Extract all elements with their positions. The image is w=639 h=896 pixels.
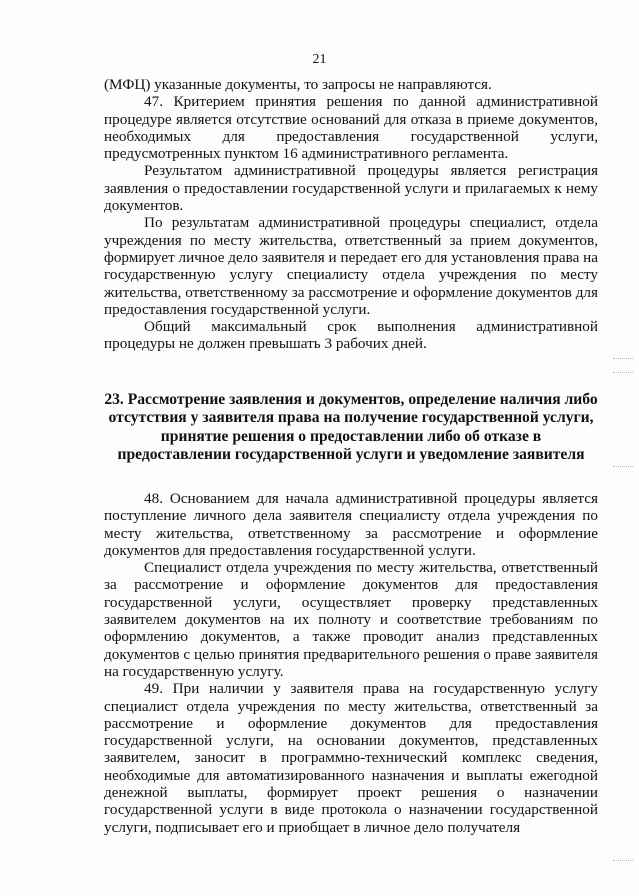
page-number: 21 <box>312 52 327 67</box>
top-text-block <box>104 76 598 353</box>
bottom-text-block <box>104 490 598 836</box>
scan-margin-mark <box>613 860 633 861</box>
paragraph-49: 49. При наличии у заявителя права на государственную услугу специалист отдела учреждения по месту жительства, ответственный за рассмотрение и оформление документов для предоставления государственной услуги, на основании документов, представленных заявителем, заносит в программно-технический комплекс сведения, необходимые для автоматизированного назначения и выплаты ежегодной денежной выплаты, формирует проект решения о назначении государственной услуги в виде протокола о назначении государственной услуги, подписывает его и приобщает в личное дело получателя <box>104 680 598 836</box>
paragraph-specialist-check: Специалист отдела учреждения по месту жительства, ответственный за рассмотрение и оформление документов для предоставления государственной услуги, осуществляет проверку представленных заявителем документов на их полноту и соответствие требованиям по оформлению документов, а также проводит анализ представленных документов с целью принятия предварительного решения о праве заявителя на государственную услугу. <box>104 559 598 680</box>
paragraph-result: Результатом административной процедуры является регистрация заявления о предоставлении государственной услуги и прилагаемых к нему документов. <box>104 162 598 215</box>
scan-margin-mark <box>613 372 633 373</box>
paragraph-max-term: Общий максимальный срок выполнения административной процедуры не должен превышать 3 рабочих дней. <box>104 318 598 353</box>
paragraph-47: 47. Критерием принятия решения по данной административной процедуре является отсутствие оснований для отказа в приеме документов, необходимых для предоставления государственной услуги, предусмотренных пунктом 16 административного регламента. <box>104 93 598 163</box>
paragraph-continuation: (МФЦ) указанные документы, то запросы не направляются. <box>104 76 492 93</box>
paragraph-48: 48. Основанием для начала административной процедуры является поступление личного дела заявителя специалисту отдела учреждения по месту жительства, ответственному за рассмотрение и оформление документов для предоставления государственной услуги. <box>104 490 598 559</box>
scan-margin-mark <box>613 358 633 359</box>
paragraph-personal-file: По результатам административной процедуры специалист, отдела учреждения по месту жительства, ответственный за прием документов, формирует личное дело заявителя и передает его для установления права на государственную услугу специалисту отдела учреждения по месту жительства, ответственному за рассмотрение и оформление документов для предоставления государственной услуги. <box>104 214 598 318</box>
scan-margin-mark <box>613 466 633 467</box>
section-heading: 23. Рассмотрение заявления и документов, определение наличия либо отсутствия у заявителя права на получение государственной услуги, принятие решения о предоставлении либо об отказе в предоставлении государственной услуги и уведомление заявителя <box>104 391 598 464</box>
